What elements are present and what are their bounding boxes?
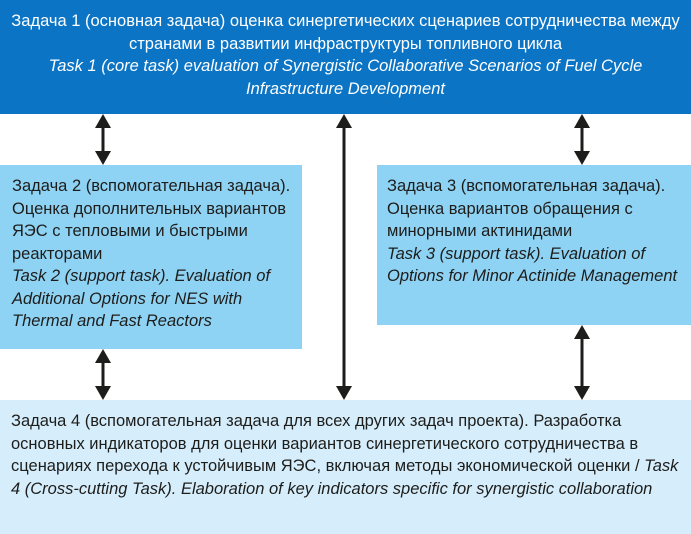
task1-box: [0, 0, 691, 114]
task4-box: [0, 400, 691, 534]
task2-box: [0, 165, 302, 349]
task3-ru-text: Задача 3 (вспомогательная задача). Оценка вариантов обращения с минорными актинидами: [387, 177, 666, 240]
task1-en-text: Task 1 (core task) evaluation of Synergistic Collaborative Scenarios of Fuel Cycle Infrastructure Development: [48, 57, 643, 98]
task4-ru-text: Задача 4 (вспомогательная задача для всех других задач проекта). Разработка основных индикаторов для оценки вариантов синергетического сотрудничества в сценариях перехода к устойчивым ЯЭС, включая методы экономической оценки /: [11, 412, 640, 475]
arrow-task1-task3: [574, 114, 590, 165]
arrow-task3-task4: [574, 325, 590, 400]
task1-ru-text: Задача 1 (основная задача) оценка синергетических сценариев сотрудничества между странами в развитии инфраструктуры топливного цикла: [11, 12, 680, 53]
task2-ru-text: Задача 2 (вспомогательная задача). Оценка дополнительных вариантов ЯЭС с тепловыми и быстрыми реакторами: [12, 177, 291, 263]
arrow-task2-task4: [95, 349, 111, 400]
arrow-task1-task2: [95, 114, 111, 165]
task3-box: [377, 165, 691, 325]
task4-en-text: Task 4 (Cross-cutting Task). Elaboration of key indicators specific for synergistic collaboration: [11, 457, 679, 498]
arrow-task1-task4: [336, 114, 352, 400]
task3-en-text: Task 3 (support task). Evaluation of Options for Minor Actinide Management: [387, 244, 678, 285]
task2-en-text: Task 2 (support task). Evaluation of Additional Options for NES with Thermal and Fast Reactors: [12, 267, 271, 330]
